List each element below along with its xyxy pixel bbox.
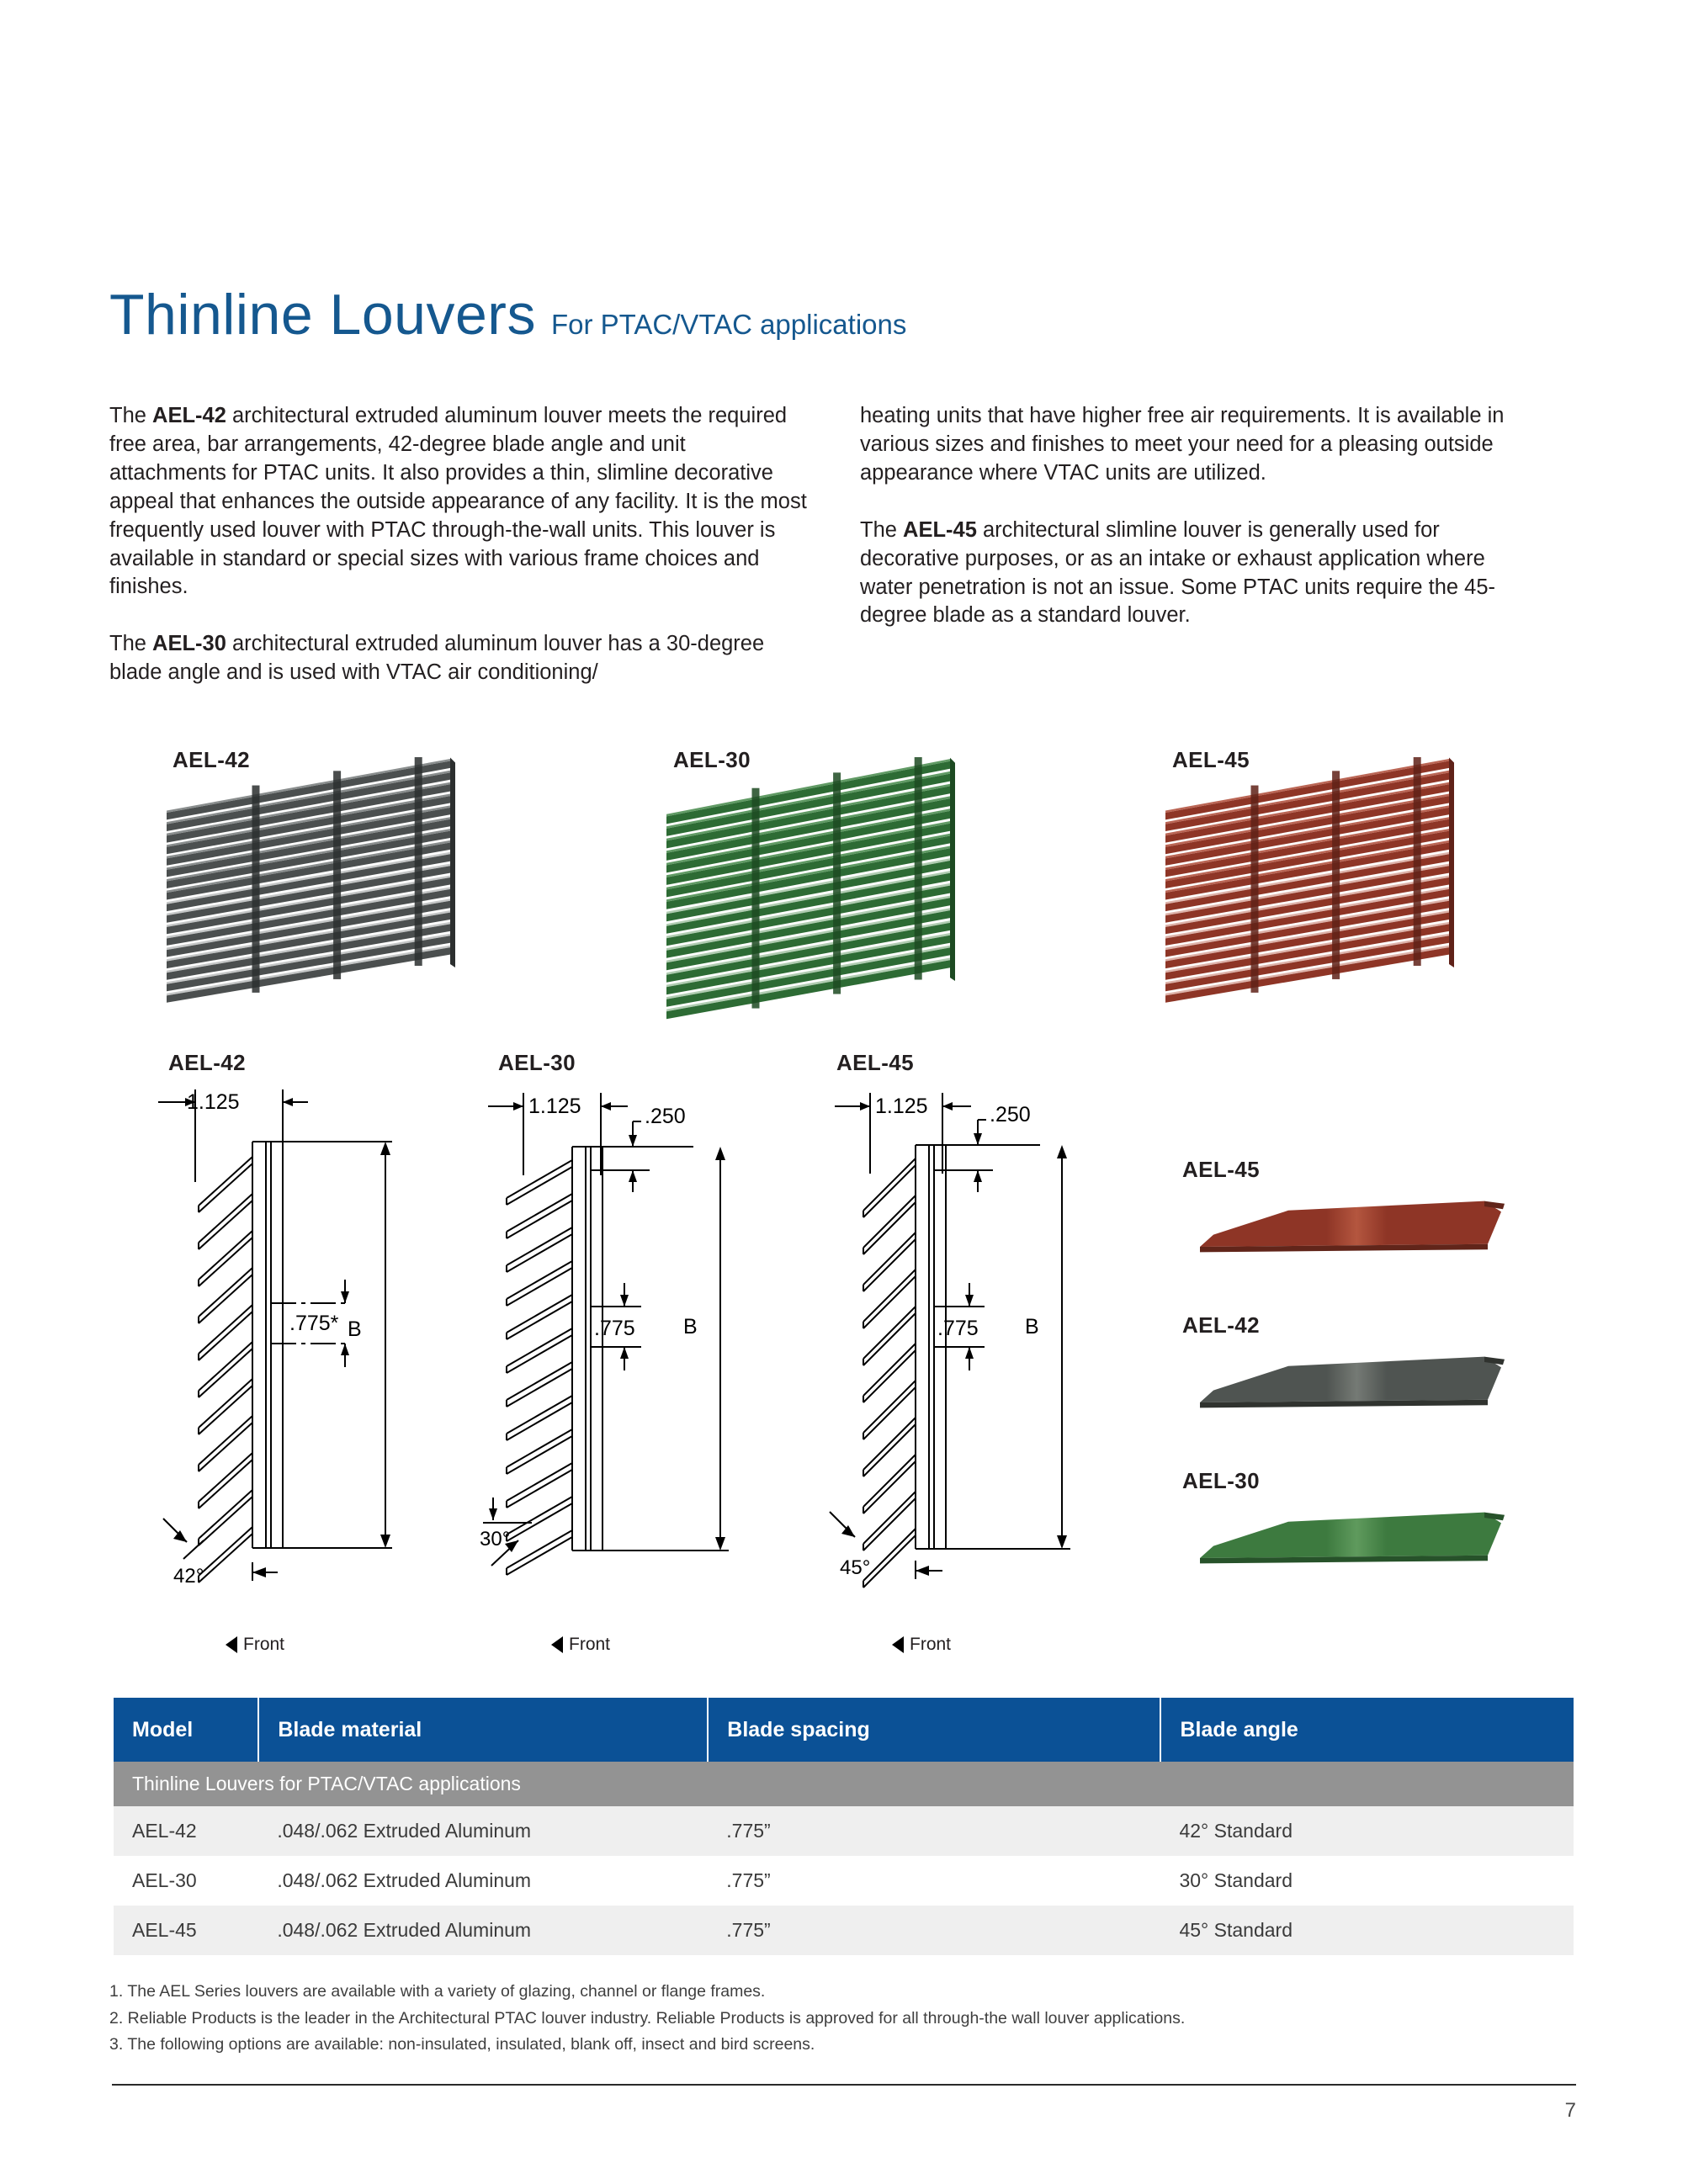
front-arrow-icon — [892, 1636, 904, 1653]
cell-spacing: .775” — [708, 1856, 1160, 1906]
title-subtitle: For PTAC/VTAC applications — [550, 309, 907, 340]
drawing-label-ael-42: AEL-42 — [168, 1050, 246, 1075]
intro-paragraph-1 — [109, 402, 808, 602]
cell-material: .048/.062 Extruded Aluminum — [258, 1806, 708, 1856]
table-row — [114, 1806, 1574, 1856]
cell-model: AEL-30 — [114, 1856, 258, 1906]
cell-material: .048/.062 Extruded Aluminum — [258, 1856, 708, 1906]
front-caption-label: Front — [910, 1635, 952, 1654]
blade-sample-ael-30 — [1195, 1504, 1506, 1572]
technical-drawing-ael-45 — [815, 1081, 1084, 1611]
technical-drawing-ael-30 — [476, 1081, 746, 1611]
cell-spacing: .775” — [708, 1906, 1160, 1955]
front-caption-label: Front — [243, 1635, 285, 1654]
dim-thickness-ael-45: .250 — [990, 1103, 1031, 1126]
blade-sample-ael-42 — [1195, 1349, 1506, 1416]
table-group-label: Thinline Louvers for PTAC/VTAC applications — [114, 1762, 1574, 1806]
dim-angle-ael-45: 45° — [840, 1556, 871, 1579]
dim-height-ael-45: B — [1025, 1315, 1039, 1338]
front-caption-ael-45 — [892, 1635, 951, 1655]
page-number: 7 — [1564, 2099, 1576, 2122]
front-caption-label: Front — [569, 1635, 611, 1654]
sample-label-ael-42: AEL-42 — [1182, 1312, 1260, 1338]
front-caption-ael-42 — [226, 1635, 284, 1655]
louver-photo-ael-42 — [165, 757, 455, 1010]
specifications-table — [114, 1698, 1574, 1955]
cell-angle: 45° Standard — [1160, 1906, 1574, 1955]
dim-height-ael-30: B — [683, 1315, 698, 1338]
dim-height-ael-42: B — [348, 1317, 362, 1341]
page-title — [109, 283, 907, 347]
cell-angle: 42° Standard — [1160, 1806, 1574, 1856]
technical-drawing-ael-42 — [143, 1081, 395, 1611]
front-arrow-icon — [551, 1636, 563, 1653]
louver-photo-ael-45 — [1164, 757, 1454, 1010]
footnote-2: 2. Reliable Products is the leader in the Architectural PTAC louver industry. Reliable Products is approved for all through-the wall louver applications. — [109, 2008, 1186, 2028]
intro-column-left — [109, 402, 808, 687]
title-main: Thinline Louvers — [109, 283, 536, 347]
front-caption-ael-30 — [551, 1635, 610, 1655]
table-header-row — [114, 1698, 1574, 1762]
cell-spacing: .775” — [708, 1806, 1160, 1856]
photo-label-ael-30: AEL-30 — [673, 747, 751, 772]
table-group-row — [114, 1762, 1574, 1806]
intro-paragraph-2 — [109, 630, 808, 687]
sample-label-ael-45: AEL-45 — [1182, 1157, 1260, 1182]
dim-width-ael-30: 1.125 — [528, 1095, 581, 1118]
column-header-blade-material: Blade material — [258, 1698, 708, 1762]
blade-sample-ael-45 — [1195, 1193, 1506, 1260]
photo-label-ael-42: AEL-42 — [173, 747, 250, 772]
cell-model: AEL-45 — [114, 1906, 258, 1955]
dim-spacing-ael-42: .775* — [289, 1312, 339, 1335]
dim-width-ael-42: 1.125 — [187, 1090, 240, 1114]
drawing-label-ael-45: AEL-45 — [836, 1050, 914, 1075]
intro-p4-text: The AEL-45 architectural slimline louver is generally used for decorative purposes, or as an intake or exhaust application where water penetration is not an issue. Some PTAC units require the 45-degree blade as a standard louver. — [860, 517, 1496, 628]
intro-paragraph-3 — [860, 402, 1542, 488]
intro-p2-text: The AEL-30 architectural extruded aluminum louver has a 30-degree blade angle and is used with VTAC air conditioning/ — [109, 632, 765, 685]
louver-photo-ael-30 — [665, 757, 955, 1026]
table-row — [114, 1856, 1574, 1906]
intro-paragraph-4 — [860, 517, 1542, 631]
dim-angle-ael-42: 42° — [173, 1565, 204, 1588]
front-arrow-icon — [226, 1636, 237, 1653]
dim-spacing-ael-30: .775 — [594, 1317, 635, 1340]
intro-p3-text: heating units that have higher free air requirements. It is available in various sizes and finishes to meet your need for a pleasing outside appearance where VTAC units are utilized. — [860, 404, 1505, 485]
drawing-label-ael-30: AEL-30 — [498, 1050, 576, 1075]
photo-label-ael-45: AEL-45 — [1172, 747, 1250, 772]
column-header-blade-spacing: Blade spacing — [708, 1698, 1160, 1762]
dim-width-ael-45: 1.125 — [875, 1095, 928, 1118]
cell-angle: 30° Standard — [1160, 1856, 1574, 1906]
footnote-1: 1. The AEL Series louvers are available with a variety of glazing, channel or flange frames. — [109, 1982, 766, 2001]
intro-column-right — [860, 402, 1542, 630]
dim-thickness-ael-30: .250 — [645, 1105, 686, 1128]
dim-angle-ael-30: 30° — [480, 1528, 511, 1551]
sample-label-ael-30: AEL-30 — [1182, 1468, 1260, 1493]
footer-divider — [112, 2084, 1576, 2086]
table-row — [114, 1906, 1574, 1955]
footnotes — [109, 1979, 1557, 2059]
cell-material: .048/.062 Extruded Aluminum — [258, 1906, 708, 1955]
footnote-3: 3. The following options are available: non-insulated, insulated, blank off, insect and bird screens. — [109, 2035, 815, 2054]
cell-model: AEL-42 — [114, 1806, 258, 1856]
column-header-blade-angle: Blade angle — [1160, 1698, 1574, 1762]
intro-p1-text: The AEL-42 architectural extruded aluminum louver meets the required free area, bar arrangements, 42-degree blade angle and unit attachments for PTAC units. It also provides a thin, slimline decorative appeal that enhances the outside appearance of any facility. It is the most frequently used louver with PTAC through-the-wall units. This louver is available in standard or special sizes with various frame choices and finishes. — [109, 404, 807, 599]
column-header-model: Model — [114, 1698, 258, 1762]
dim-spacing-ael-45: .775 — [937, 1317, 979, 1340]
